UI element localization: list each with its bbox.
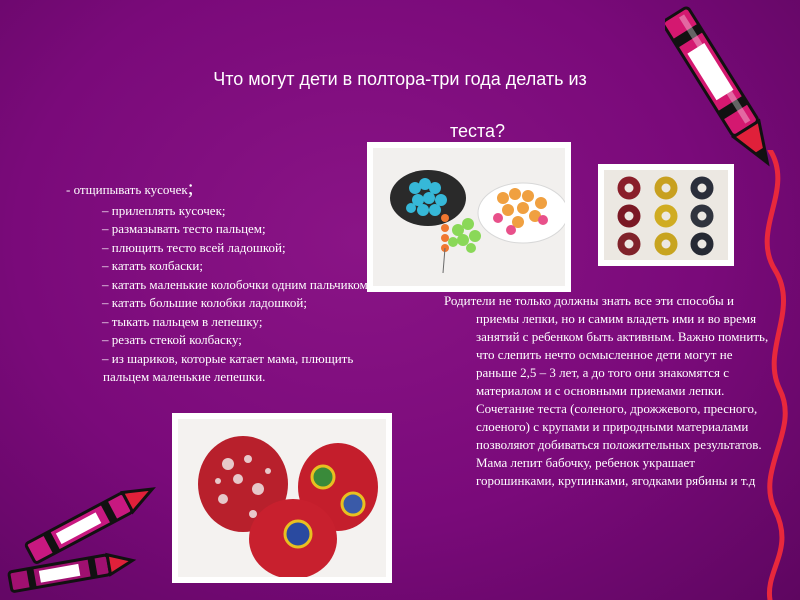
photo-dough-rings — [598, 164, 734, 266]
list-first-dash: - — [66, 182, 74, 197]
list-item: – резать стекой колбаску; — [102, 332, 242, 347]
photo-dough-balls — [172, 413, 392, 583]
list-first-semicolon: ; — [187, 175, 194, 199]
list-item: – катать колбаски; — [102, 258, 203, 273]
list-first-text: отщипывать кусочек — [73, 182, 188, 197]
paragraph-text: Родители не только должны знать все эти способы и приемы лепки, но и самим владеть ими и во время занятий с ребенком быть активным. Важно помнить, что слепить нечто осмысленное дети могут не раньше 2,5 – 3 лет, а до того они знакомятся с материалом и с основными приемами лепки. Сочетание теста (соленого, дрожжевого, пресного, слоеного) с крупами и природными материалами позволяют добиваться положительных результатов. Мама лепит бабочку, ребенок украшает горошинками, крупинками, ягодками рябины и т.д — [444, 293, 769, 488]
list-item: – из шариков, которые катает мама, плющить пальцем маленькие лепешки. — [102, 350, 354, 384]
list-first-item — [66, 175, 376, 200]
photo-beads-dough — [367, 142, 571, 292]
list-item: – плющить тесто всей ладошкой; — [102, 239, 286, 255]
list-item: – прилеплять кусочек; — [102, 202, 226, 218]
skills-list — [66, 175, 376, 387]
title-line-1: Что могут дети в полтора-три года делать из — [213, 69, 587, 89]
list-item: – размазывать тесто пальцем; — [102, 221, 266, 236]
list-item: – катать большие колобки ладошкой; — [102, 295, 307, 310]
title-line-2: теста? — [449, 121, 506, 141]
crayon-top-right-icon — [665, 0, 785, 190]
list-item: – тыкать пальцем в лепешку; — [102, 313, 263, 329]
list-item: – катать маленькие колобочки одним пальчиком; — [102, 276, 372, 292]
crayon-bottom-left-icon — [0, 478, 175, 600]
parents-paragraph — [444, 292, 774, 490]
slide-title — [120, 66, 680, 145]
list-items — [66, 202, 376, 387]
